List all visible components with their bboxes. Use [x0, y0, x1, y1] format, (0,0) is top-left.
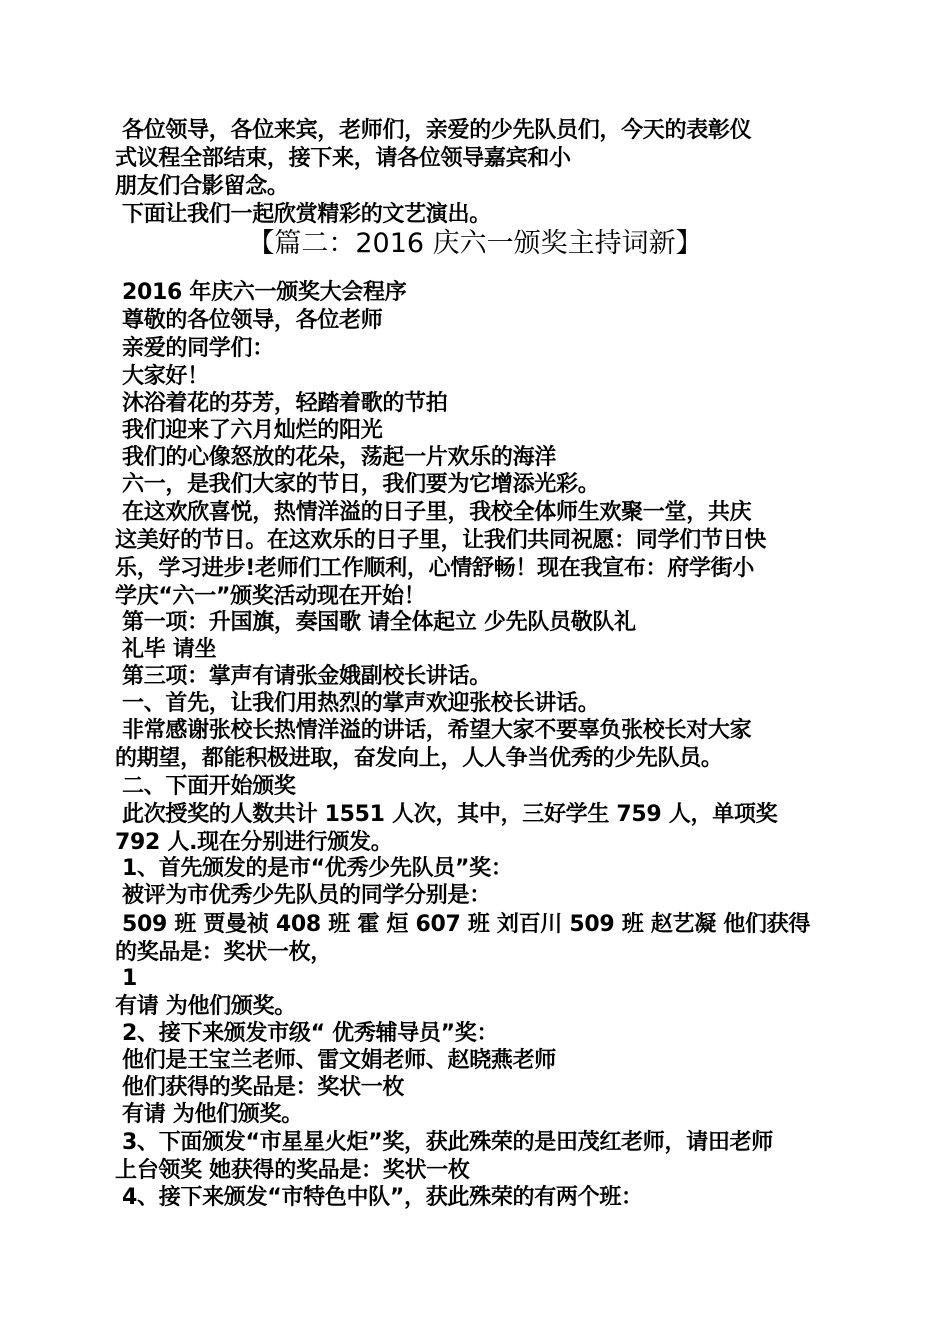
body-line: 上台领奖 她获得的奖品是：奖状一枚 [115, 1158, 470, 1183]
page-number: 1 [122, 966, 138, 991]
body-line: 一、首先，让我们用热烈的掌声欢迎张校长讲话。 [122, 691, 600, 716]
body-line: 礼毕 请坐 [122, 637, 217, 662]
intro-line: 朋友们合影留念。 [115, 174, 289, 199]
body-line: 亲爱的同学们： [122, 336, 274, 361]
intro-line: 各位领导，各位来宾，老师们，亲爱的少先队员们，今天的表彰仪 [122, 118, 752, 143]
body-line: 有请 为他们颁奖。 [115, 994, 296, 1019]
body-line: 此次授奖的人数共计 1551 人次，其中，三好学生 759 人，单项奖 [122, 802, 778, 827]
body-line: 3、下面颁发“市星星火炬”奖，获此殊荣的是田茂红老师，请田老师 [122, 1130, 773, 1155]
body-line: 我们的心像怒放的花朵，荡起一片欢乐的海洋 [122, 445, 557, 470]
body-line: 他们获得的奖品是：奖状一枚 [122, 1075, 405, 1100]
body-line: 沐浴着花的芬芳，轻踏着歌的节拍 [122, 391, 448, 416]
section-heading: 【篇二：2016 庆六一颁奖主持词新】 [247, 228, 703, 259]
body-line: 我们迎来了六月灿烂的阳光 [122, 418, 383, 443]
body-line: 509 班 贾曼祯 408 班 霍 烜 607 班 刘百川 509 班 赵艺凝 他们获得 [122, 912, 811, 937]
body-line: 792 人.现在分别进行颁发。 [115, 830, 393, 855]
body-line: 学庆“六一”颁奖活动现在开始！ [115, 584, 426, 609]
body-line: 4、接下来颁发“市特色中队”，获此殊荣的有两个班： [122, 1185, 643, 1210]
body-line: 大家好！ [122, 364, 209, 389]
body-line: 尊敬的各位领导，各位老师 [122, 308, 383, 333]
body-line: 被评为市优秀少先队员的同学分别是： [122, 883, 491, 908]
body-line: 第一项：升国旗，奏国歌 请全体起立 少先队员敬队礼 [122, 610, 636, 635]
body-line: 的期望，都能积极进取，奋发向上，人人争当优秀的少先队员。 [115, 746, 723, 771]
body-line: 乐，学习进步!老师们工作顺利，心情舒畅！现在我宣布：府学街小 [115, 556, 755, 581]
body-line: 这美好的节日。在这欢乐的日子里，让我们共同祝愿：同学们节日快 [115, 528, 767, 553]
body-line: 六一，是我们大家的节日，我们要为它增添光彩。 [122, 472, 600, 497]
body-line: 非常感谢张校长热情洋溢的讲话，希望大家不要辜负张校长对大家 [122, 718, 752, 743]
body-line: 2、接下来颁发市级“ 优秀辅导员”奖： [122, 1021, 499, 1046]
body-line: 他们是王宝兰老师、雷文娟老师、赵晓燕老师 [122, 1048, 557, 1073]
body-line: 的奖品是：奖状一枚， [115, 940, 333, 965]
body-line: 在这欢欣喜悦，热情洋溢的日子里，我校全体师生欢聚一堂，共庆 [122, 500, 752, 525]
intro-line: 下面让我们一起欣赏精彩的文艺演出。 [122, 202, 491, 227]
body-line: 二、下面开始颁奖 [122, 774, 296, 799]
body-line: 2016 年庆六一颁奖大会程序 [122, 280, 407, 305]
intro-line: 式议程全部结束，接下来，请各位领导嘉宾和小 [115, 146, 571, 171]
body-line: 有请 为他们颁奖。 [122, 1102, 303, 1127]
body-line: 1、首先颁发的是市“优秀少先队员”奖： [122, 856, 513, 881]
body-line: 第三项：掌声有请张金娥副校长讲话。 [122, 664, 491, 689]
